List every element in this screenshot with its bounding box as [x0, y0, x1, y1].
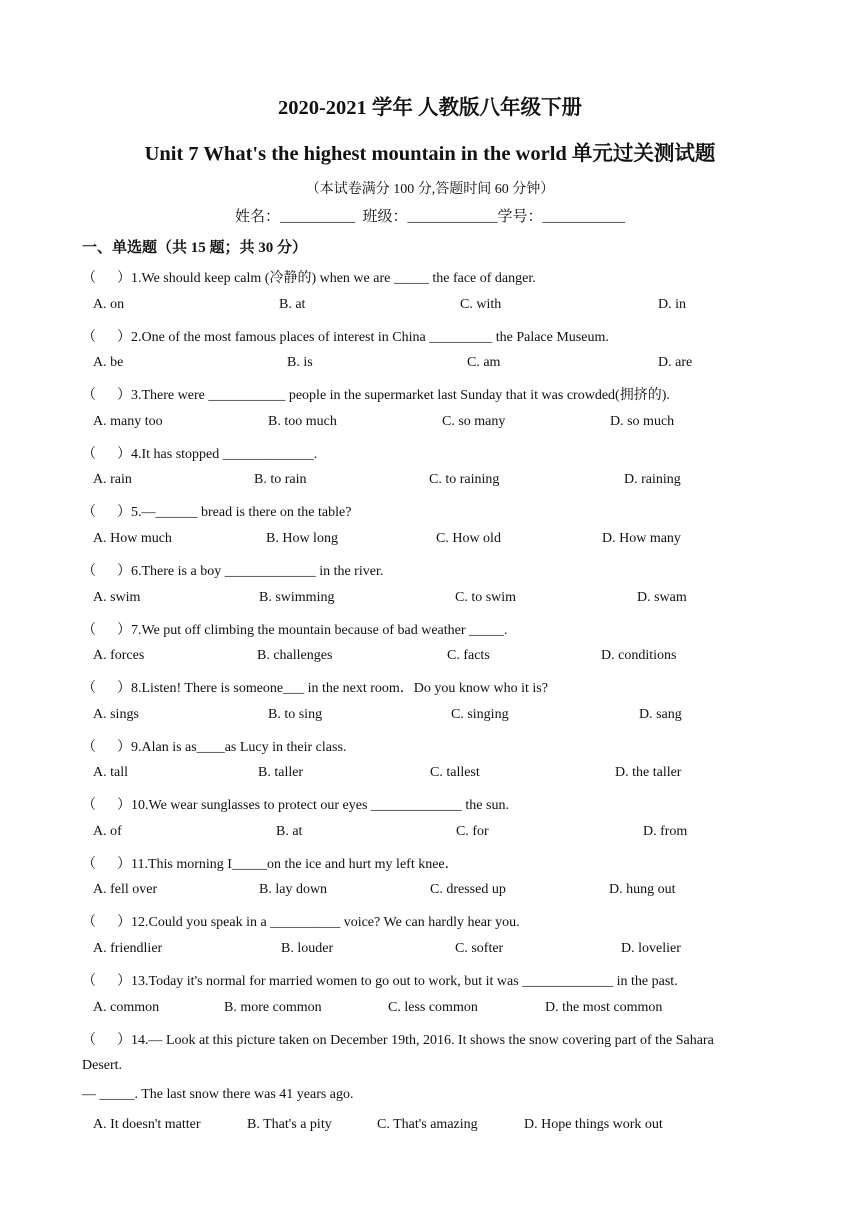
option-a: A. fell over [93, 882, 158, 897]
option-a: A. tall [93, 765, 128, 780]
option-d: D. raining [624, 472, 681, 487]
question-stem: （ ）5.—______ bread is there on the table? [82, 505, 352, 520]
option-a: A. friendlier [93, 941, 163, 956]
option-c: C. am [467, 355, 501, 370]
option-d: D. the most common [545, 1000, 663, 1015]
question-stem: （ ）10.We wear sunglasses to protect our eyes _____________ the sun. [82, 798, 509, 813]
question-stem: （ ）2.One of the most famous places of interest in China _________ the Palace Museum. [82, 330, 609, 345]
option-d: D. lovelier [621, 941, 681, 956]
question-stem: （ ）9.Alan is as____as Lucy in their class. [82, 740, 347, 755]
option-a: A. It doesn't matter [93, 1117, 201, 1132]
question-stem: （ ）14.— Look at this picture taken on December 19th, 2016. It shows the snow covering part of the Sahara [82, 1033, 714, 1048]
option-b: B. That's a pity [247, 1117, 332, 1132]
question-stem: （ ）8.Listen! There is someone___ in the next room．Do you know who it is? [82, 681, 548, 696]
question-stem: （ ）3.There were ___________ people in the supermarket last Sunday that it was crowded(拥挤的). [82, 388, 670, 403]
question-stem: （ ）1.We should keep calm (冷静的) when we are _____ the face of danger. [82, 271, 536, 286]
option-a: A. sings [93, 707, 139, 722]
option-b: B. to sing [268, 707, 323, 722]
option-d: D. hung out [609, 882, 676, 897]
option-b: B. more common [224, 1000, 322, 1015]
option-d: D. in [658, 297, 686, 312]
option-c: C. to raining [429, 472, 500, 487]
student-info-line: 姓名：__________ 班级：____________学号：___________ [234, 209, 625, 225]
option-c: C. for [456, 824, 489, 839]
exam-subtitle: Unit 7 What's the highest mountain in the world 单元过关测试题 [144, 143, 716, 165]
question-stem: （ ）12.Could you speak in a __________ voice? We can hardly hear you. [82, 915, 520, 930]
option-d: D. from [643, 824, 688, 839]
option-a: A. on [93, 297, 125, 312]
option-b: B. too much [268, 414, 337, 429]
option-b: B. How long [266, 531, 338, 546]
option-b: B. is [287, 355, 313, 370]
exam-title: 2020-2021 学年 人教版八年级下册 [277, 97, 583, 119]
option-c: C. dressed up [430, 882, 506, 897]
option-a: A. rain [93, 472, 132, 487]
option-b: B. challenges [257, 648, 333, 663]
option-c: C. so many [442, 414, 506, 429]
option-d: D. the taller [615, 765, 682, 780]
option-c: C. with [460, 297, 502, 312]
question-stem: （ ）7.We put off climbing the mountain because of bad weather _____. [82, 623, 508, 638]
section-title: 一、单选题（共 15 题；共 30 分） [82, 240, 308, 256]
question-stem: （ ）4.It has stopped _____________. [82, 447, 318, 462]
option-d: D. sang [639, 707, 682, 722]
option-a: A. common [93, 1000, 160, 1015]
option-b: B. at [279, 297, 306, 312]
option-c: C. That's amazing [377, 1117, 478, 1132]
option-d: D. swam [637, 590, 687, 605]
option-c: C. less common [388, 1000, 478, 1015]
option-c: C. tallest [430, 765, 480, 780]
option-c: C. softer [455, 941, 504, 956]
option-c: C. How old [436, 531, 501, 546]
option-a: A. be [93, 355, 124, 370]
option-b: B. taller [258, 765, 304, 780]
option-b: B. swimming [259, 590, 335, 605]
option-b: B. lay down [259, 882, 328, 897]
question-reply: — _____. The last snow there was 41 years ago. [82, 1087, 354, 1102]
option-b: B. louder [281, 941, 334, 956]
option-d: D. are [658, 355, 693, 370]
option-b: B. to rain [254, 472, 307, 487]
option-d: D. How many [602, 531, 681, 546]
option-d: D. so much [610, 414, 675, 429]
option-d: D. Hope things work out [524, 1117, 663, 1132]
option-b: B. at [276, 824, 303, 839]
option-c: C. singing [451, 707, 509, 722]
option-d: D. conditions [601, 648, 677, 663]
question-stem: （ ）6.There is a boy _____________ in the river. [82, 564, 384, 579]
option-a: A. swim [93, 590, 141, 605]
option-a: A. forces [93, 648, 145, 663]
question-stem-continued: Desert. [82, 1058, 123, 1073]
question-stem: （ ）11.This morning I_____on the ice and hurt my left knee． [82, 857, 459, 872]
question-stem: （ ）13.Today it's normal for married women to go out to work, but it was _____________ in the past. [82, 974, 678, 989]
option-a: A. How much [93, 531, 172, 546]
exam-note: （本试卷满分 100 分,答题时间 60 分钟） [305, 182, 555, 197]
option-a: A. of [93, 824, 122, 839]
option-a: A. many too [93, 414, 163, 429]
option-c: C. to swim [455, 590, 517, 605]
option-c: C. facts [447, 648, 490, 663]
